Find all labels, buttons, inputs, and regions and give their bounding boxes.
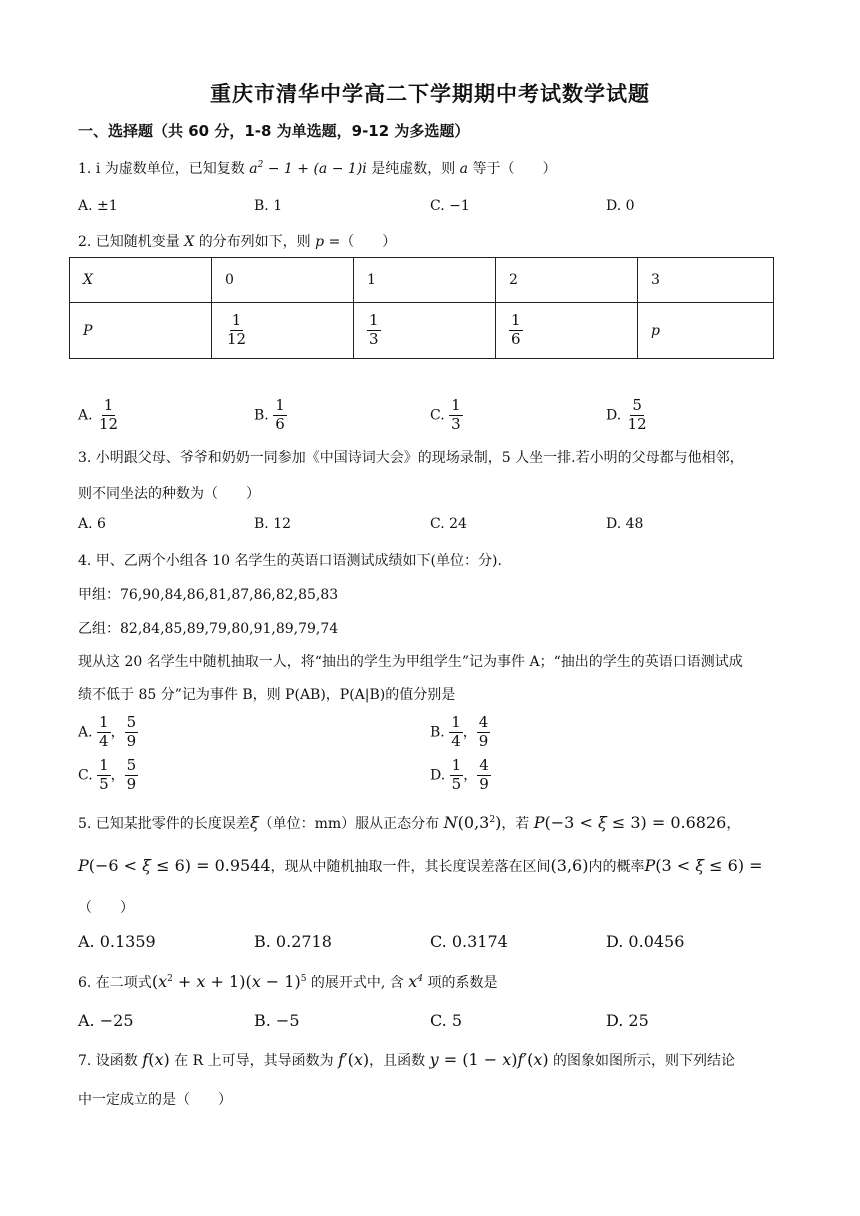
question-4-line-1: 4. 甲、乙两个小组各 10 名学生的英语口语测试成绩如下(单位：分). [78,553,502,569]
table-row [70,303,774,359]
q3-option-c: C. 24 [430,516,467,532]
group-b-scores: 乙组：82,84,85,89,79,80,91,89,79,74 [78,621,339,637]
question-6-stem: 6. 在二项式$(x^2 + x + 1)(x - 1)^5$ 的展开式中, 含 $x^4$ 项的系数是 [78,972,498,991]
table-cell: p [638,303,774,359]
question-5-line-1: 5. 已知某批零件的长度误差ξ（单位：mm）服从正态分布 $N(0,3^2)$，若 P(−3 < ξ ≤ 3) = 0.6826， [78,813,741,832]
table-cell: $\frac{1}{6}$ [496,303,638,359]
page-title: 重庆市清华中学高二下学期期中考试数学试题 [210,82,650,106]
question-7-line-2: 中一定成立的是（ ） [78,1092,232,1108]
q2-option-b: B. $\frac{1}{6}$ [254,396,285,433]
q6-option-a: A. −25 [78,1011,134,1030]
group-a-scores: 甲组：76,90,84,86,81,87,86,82,85,83 [78,587,339,603]
question-4-line-4: 绩不低于 85 分”记为事件 B，则 P(AB)，P(A|B)的值分别是 [78,687,456,703]
table-cell: $\frac{1}{12}$ [212,303,354,359]
question-3-line-2: 则不同坐法的种数为（ ） [78,486,260,502]
q1-option-c: C. −1 [430,198,470,214]
table-row [70,258,774,303]
q5-option-b: B. 0.2718 [254,932,332,951]
question-2-stem: 2. 已知随机变量 X 的分布列如下，则 p =（ ） [78,234,397,250]
q3-option-b: B. 12 [254,516,292,532]
q2-option-c: C. $\frac{1}{3}$ [430,396,461,433]
q5-option-d: D. 0.0456 [606,932,685,951]
q5-option-c: C. 0.3174 [430,932,508,951]
table-cell: 3 [638,258,774,303]
table-cell: 0 [212,258,354,303]
question-5-line-2: P(−6 < ξ ≤ 6) = 0.9544，现从中随机抽取一件，其长度误差落在区间(3,6)内的概率P(3 < ξ ≤ 6) = [78,856,763,875]
q6-option-d: D. 25 [606,1011,649,1030]
table-cell: X [70,258,212,303]
q3-option-d: D. 48 [606,516,644,532]
q4-option-a: A. $\frac{1}{4}$ ， $\frac{5}{9}$ [78,713,137,750]
q5-option-a: A. 0.1359 [78,932,156,951]
q6-option-c: C. 5 [430,1011,463,1030]
table-cell: $\frac{1}{3}$ [354,303,496,359]
q2-option-d: D. $\frac{5}{12}$ [606,396,647,433]
table-cell: 1 [354,258,496,303]
table-cell: 2 [496,258,638,303]
distribution-table [69,257,774,359]
table-cell: P [70,303,212,359]
question-1-stem: 1. i 为虚数单位，已知复数 $a^2 - 1 + (a - 1)i$ 是纯虚数，则 a 等于（ ） [78,160,557,177]
q1-option-a: A. ±1 [78,198,118,214]
q4-option-c: C. $\frac{1}{5}$ ， $\frac{5}{9}$ [78,756,137,793]
question-4-line-3: 现从这 20 名学生中随机抽取一人，将“抽出的学生为甲组学生”记为事件 A；“抽出的学生的英语口语测试成 [78,654,743,670]
q2-option-a: A. $\frac{1}{12}$ [78,396,119,433]
q3-option-a: A. 6 [78,516,106,532]
q4-option-d: D. $\frac{1}{5}$ ， $\frac{4}{9}$ [430,756,489,793]
q1-option-b: B. 1 [254,198,283,214]
section-heading: 一、选择题（共 60 分，1-8 为单选题，9-12 为多选题） [78,122,470,140]
q1-option-d: D. 0 [606,198,635,214]
question-5-line-3: （ ） [78,900,134,916]
q6-option-b: B. −5 [254,1011,300,1030]
question-3-line-1: 3. 小明跟父母、爷爷和奶奶一同参加《中国诗词大会》的现场录制，5 人坐一排.若小明的父母都与他相邻， [78,450,744,466]
question-7-line-1: 7. 设函数 f(x) 在 R 上可导，其导函数为 f′(x)，且函数 y = (1 − x)f′(x) 的图象如图所示，则下列结论 [78,1050,736,1069]
q4-option-b: B. $\frac{1}{4}$ ， $\frac{4}{9}$ [430,713,489,750]
